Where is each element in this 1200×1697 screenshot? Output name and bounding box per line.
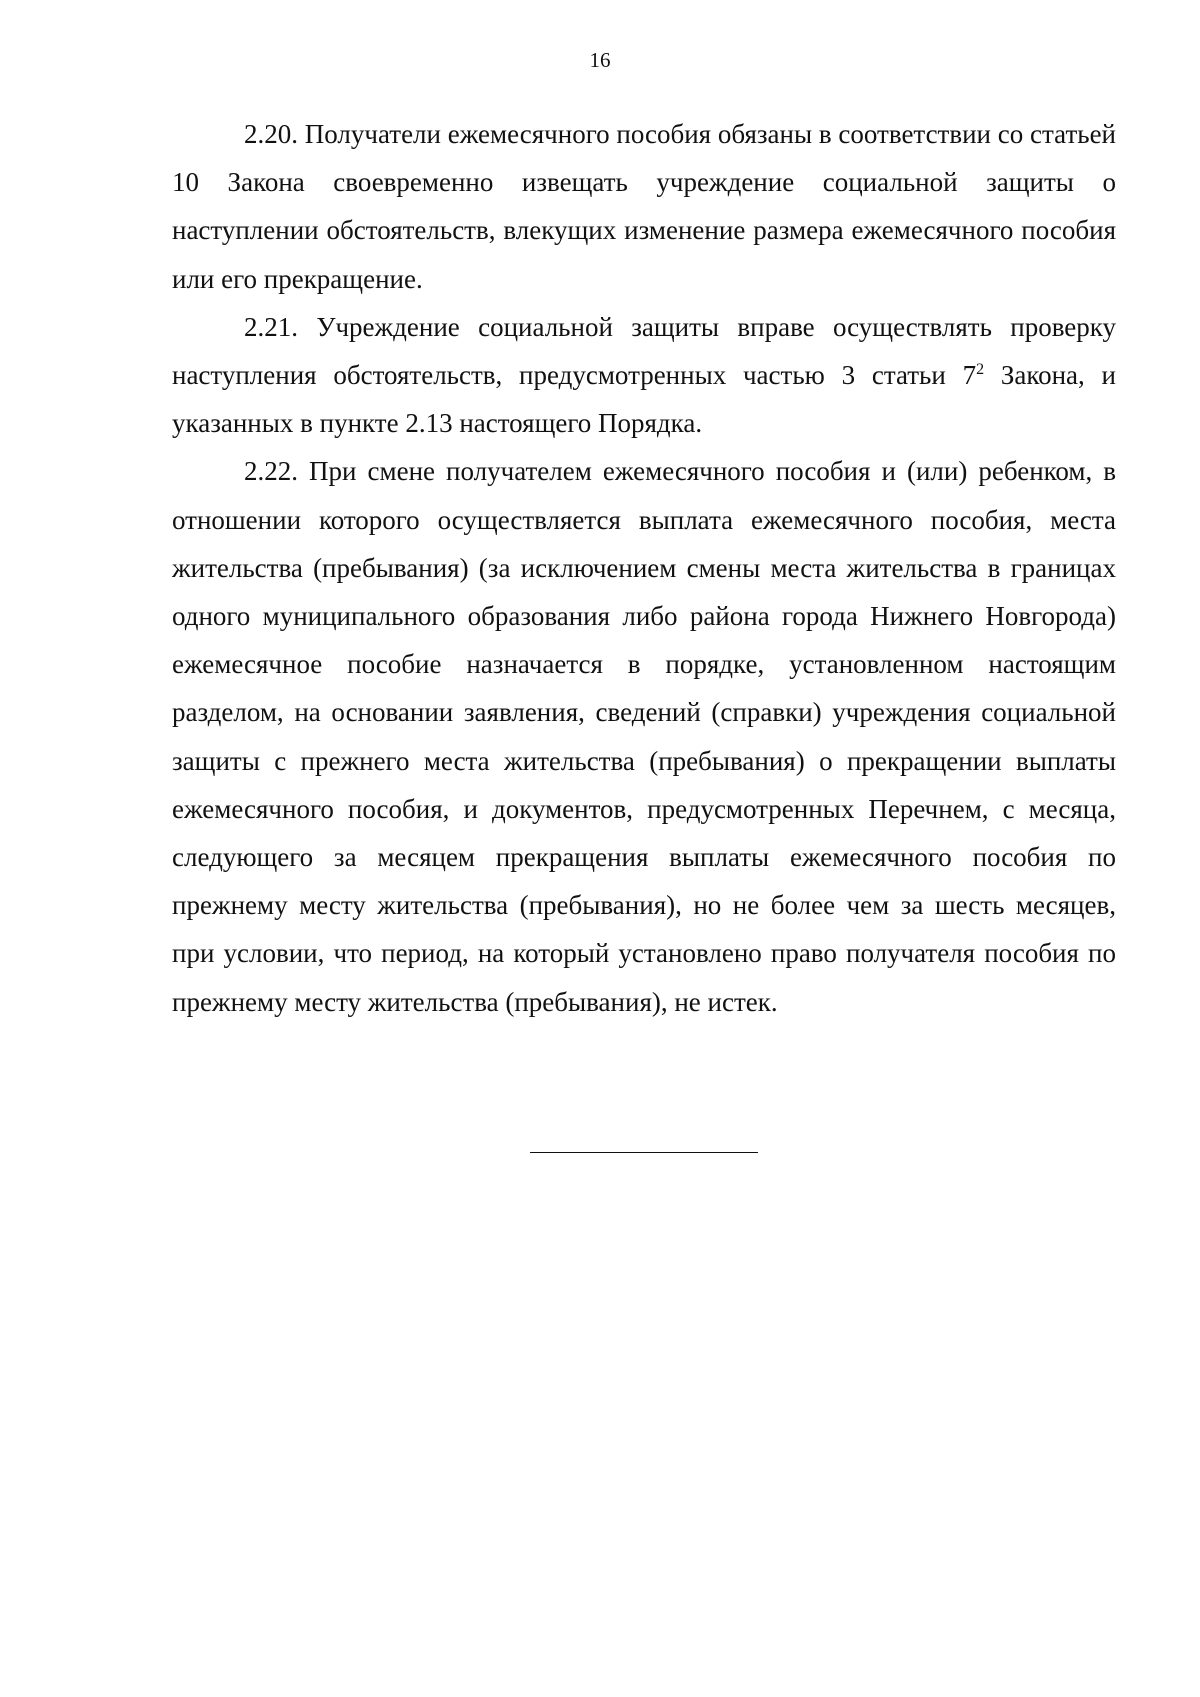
document-body xyxy=(172,110,1116,1026)
paragraph-2-22: 2.22. При смене получателем ежемесячного пособия и (или) ребенком, в отношении которого осуществляется выплата ежемесячного пособия, места жительства (пребывания) (за исключением смены места жительства в границах одного муниципального образования либо района города Нижнего Новгорода) ежемесячное пособие назначается в порядке, установленном настоящим разделом, на основании заявления, сведений (справки) учреждения социальной защиты с прежнего места жительства (пребывания) о прекращении выплаты ежемесячного пособия, и документов, предусмотренных Перечнем, с месяца, следующего за месяцем прекращения выплаты ежемесячного пособия по прежнему месту жительства (пребывания), но не более чем за шесть месяцев, при условии, что период, на который установлено право получателя пособия по прежнему месту жительства (пребывания), не истек. xyxy=(172,456,1116,1017)
superscript-mark: 2 xyxy=(976,361,985,379)
paragraph-2-20: 2.20. Получатели ежемесячного пособия обязаны в соответствии со статьей 10 Закона своевременно извещать учреждение социальной защиты о наступлении обстоятельств, влекущих изменение размера ежемесячного пособия или его прекращение. xyxy=(172,119,1116,294)
page-number: 16 xyxy=(589,48,611,72)
closing-divider-line xyxy=(530,1152,758,1153)
paragraph-2-21-text-before: 2.21. Учреждение социальной защиты вправе осуществлять проверку наступления обстоятельств, предусмотренных частью 3 статьи 7 xyxy=(172,311,1116,391)
paragraph-2-21-text-after: Закона, и указанных в пункте 2.13 настоящего Порядка. xyxy=(172,360,1116,439)
paragraph-2-21 xyxy=(172,303,1116,448)
